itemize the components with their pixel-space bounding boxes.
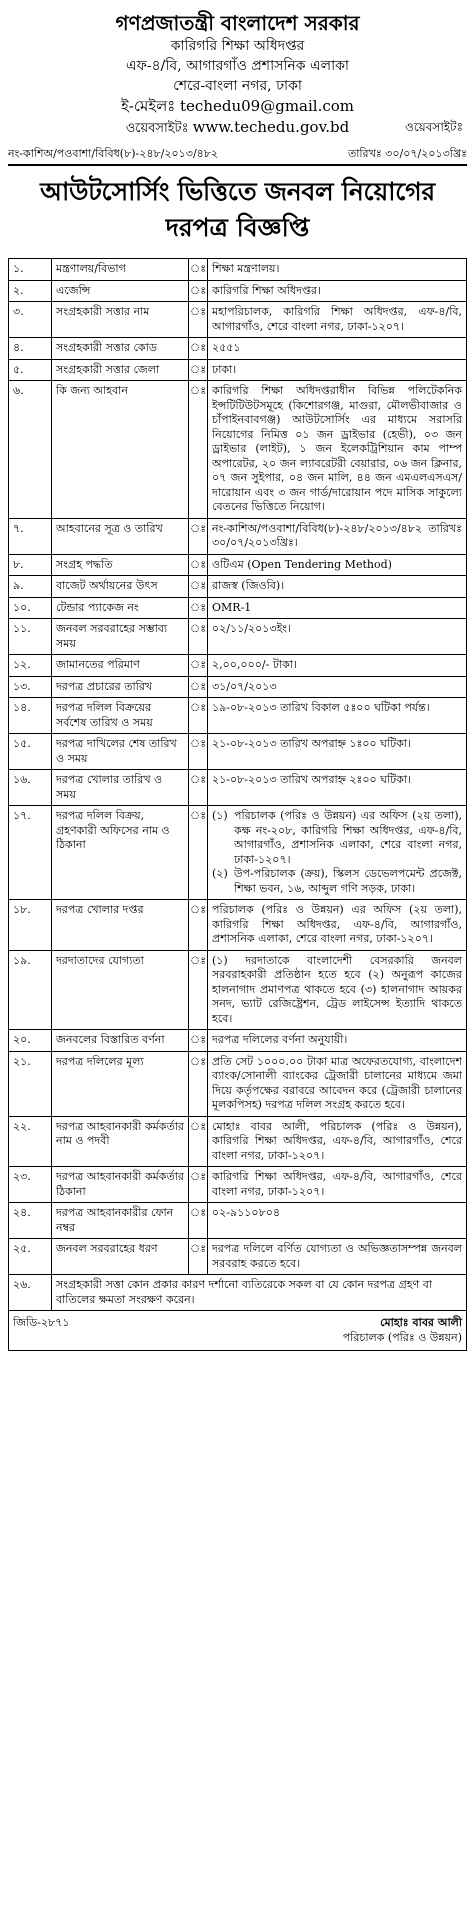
- table-row: [9, 1203, 467, 1239]
- row-label: জনবলের বিস্তারিত বর্ণনা: [52, 1030, 189, 1052]
- row-number: ৯.: [9, 576, 52, 598]
- signer-title: পরিচালক (পরিঃ ও উন্নয়ন): [342, 1331, 462, 1344]
- row-value: কারিগরি শিক্ষা অধিদপ্তর, এফ-৪/বি, আগারগাঁও, শেরে বাংলা নগর, ঢাকা-১২০৭।: [208, 1167, 467, 1203]
- row-value: নং-কাশিঅ/পওবাশা/বিবিধ(৮)-২৪৮/২০১৩/৪৮২ তারিখঃ ৩০/০৭/২০১৩খ্রিঃ।: [208, 518, 467, 554]
- table-row: [9, 259, 467, 281]
- table-row: [9, 698, 467, 734]
- table-row: [9, 619, 467, 655]
- table-row: [9, 518, 467, 554]
- row-number: ২০.: [9, 1030, 52, 1052]
- row-colon: ঃ: [189, 1167, 208, 1203]
- memo-date: তারিখঃ ৩০/০৭/২০১৩খ্রিঃ: [347, 147, 467, 160]
- notice-footer: [8, 1311, 467, 1351]
- table-row: [9, 381, 467, 519]
- row-number: ৪.: [9, 338, 52, 360]
- row-value: ঢাকা।: [208, 359, 467, 381]
- row-label: জনবল সরবরাহের সম্ভাব্য সময়: [52, 619, 189, 655]
- table-row: [9, 554, 467, 576]
- row-label: মন্ত্রণালয়/বিভাগ: [52, 259, 189, 281]
- row-label: এজেন্সি: [52, 280, 189, 302]
- row-label: দরপত্র প্রচারের তারিখ: [52, 676, 189, 698]
- row-colon: ঃ: [189, 280, 208, 302]
- email-link[interactable]: techedu09@gmail.com: [180, 97, 355, 115]
- table-row: [9, 302, 467, 338]
- row-label: দরপত্র দাখিলের শেষ তারিখ ও সময়: [52, 734, 189, 770]
- table-row: [9, 1167, 467, 1203]
- row-number: ১৪.: [9, 698, 52, 734]
- email-line: [8, 96, 467, 116]
- row-number: ১৭.: [9, 806, 52, 900]
- row-number: ২৫.: [9, 1239, 52, 1275]
- table-row: [9, 1275, 467, 1311]
- table-row: [9, 900, 467, 951]
- table-row: [9, 597, 467, 619]
- row-number: ১০.: [9, 597, 52, 619]
- row-value: কারিগরি শিক্ষা অধিদপ্তরাধীন বিভিন্ন পলিটেকনিক ইন্সটিটিউটসমূহে (কিশোরগঞ্জ, মাগুরা, মৌলভীবাজার ও চাঁপাইনবাবগঞ্জ) আউটসোর্সিং এর মাধ্যমে সরাসরি নিয়োগের নিমিত্ত ০১ জন ড্রাইভার (হেভী), ০৩ জন ড্রাইভার (লাইট), ১ জন ইলেকট্রিশিয়ান কাম পাম্প অপারেটর, ২০ জন ল্যাবরেটরী বেয়ারার, ০৬ জন ক্লিনার, ০৭ জন সুইপার, ০৪ জন মালি, ৪৪ জন এমএলএসএস/দারোয়ান এবং ৩ জন গার্ড/দারোয়ান পদে মাসিক সাকুল্যে বেতনের ভিত্তিতে নিয়োগ।: [208, 381, 467, 519]
- row-colon: ঃ: [189, 1051, 208, 1116]
- row-number: ১৫.: [9, 734, 52, 770]
- table-row: [9, 359, 467, 381]
- address-line-2: শেরে-বাংলা নগর, ঢাকা: [173, 78, 302, 94]
- row-label: দরপত্র খোলার তারিখ ও সময়: [52, 770, 189, 806]
- table-row: [9, 1116, 467, 1167]
- row-value: দরপত্র দলিলের বর্ণনা অনুযায়ী।: [208, 1030, 467, 1052]
- tender-table: [8, 258, 467, 1311]
- signer-name: মোহাঃ বাবর আলী: [380, 1316, 462, 1329]
- row-value: ০২-৯১১০৮০৪: [208, 1203, 467, 1239]
- row-number: ৬.: [9, 381, 52, 519]
- row-number: ২.: [9, 280, 52, 302]
- table-row: [9, 576, 467, 598]
- row-label: বাজেট অর্থায়নের উৎস: [52, 576, 189, 598]
- row-label: টেন্ডার প্যাকেজ নং: [52, 597, 189, 619]
- row-number: ১৬.: [9, 770, 52, 806]
- table-row: [9, 1051, 467, 1116]
- row-colon: ঃ: [189, 302, 208, 338]
- row-label: জামানতের পরিমাণ: [52, 655, 189, 677]
- row-number: ২২.: [9, 1116, 52, 1167]
- notice-title: আউটসোর্সিং ভিত্তিতে জনবল নিয়োগের: [40, 177, 435, 206]
- row-value: পরিচালক (পরিঃ ও উন্নয়ন) এর অফিস (২য় তলা), কারিগরি শিক্ষা অধিদপ্তর, এফ-৪/বি, আগারগাঁও, প্রশাসনিক এলাকা, শেরে বাংলা নগর, ঢাকা-১২০৭।: [208, 900, 467, 951]
- row-value: ১৯-০৮-২০১৩ তারিখ বিকাল ৫ঃ০০ ঘটিকা পর্যন্ত।: [208, 698, 467, 734]
- row-value: (১) দরদাতাকে বাংলাদেশী বেসরকারি জনবল সরবরাহকারী প্রতিষ্ঠান হতে হবে (২) অনুরূপ কাজের হালনাগাদ প্রমাণপত্র থাকতে হবে (৩) হালনাগাদ আয়কর সনদ, ভ্যাট রেজিষ্ট্রেশন, ট্রেড লাইসেন্স ইত্যাদি থাকতে হবে।: [208, 950, 467, 1030]
- row-colon: ঃ: [189, 806, 208, 900]
- row-number: ১.: [9, 259, 52, 281]
- row-value: ওটিএম (Open Tendering Method): [208, 554, 467, 576]
- address-line-1: এফ-৪/বি, আগারগাঁও প্রশাসনিক এলাকা: [125, 58, 349, 74]
- row-label: সংগ্রহ পদ্ধতি: [52, 554, 189, 576]
- table-row: [9, 1239, 467, 1275]
- row-label: সংগ্রহকারী সত্তার জেলা: [52, 359, 189, 381]
- row-label: কি জন্য আহবান: [52, 381, 189, 519]
- row-colon: ঃ: [189, 554, 208, 576]
- row-colon: ঃ: [189, 734, 208, 770]
- row-label: দরপত্র খোলার দপ্তর: [52, 900, 189, 951]
- row-number: ১৯.: [9, 950, 52, 1030]
- row-value: প্রতি সেট ১০০০.০০ টাকা মাত্র অফেরতযোগ্য, বাংলাদেশ ব্যাংক/সোনালী ব্যাংকের ট্রেজারী চালানের মাধ্যমে জমা দিয়ে কর্তৃপক্ষের বরাবরে আবেদন করে (ট্রেজারী চালানের মূলকপিসহ) দরপত্র দলিল সংগ্রহ করতে হবে।: [208, 1051, 467, 1116]
- signature-block: [343, 1315, 462, 1346]
- row-colon: ঃ: [189, 576, 208, 598]
- sub-item-number: (১): [212, 809, 228, 822]
- row-number: ১১.: [9, 619, 52, 655]
- row-value: ২১-০৮-২০১৩ তারিখ অপরাহ্ন ১ঃ০০ ঘটিকা।: [208, 734, 467, 770]
- website-label: ওয়েবসাইটঃ: [125, 121, 189, 136]
- tender-table-body: [9, 259, 467, 1311]
- row-colon: ঃ: [189, 259, 208, 281]
- row-value: [208, 806, 467, 900]
- row-colon: ঃ: [189, 518, 208, 554]
- row-number: ২৪.: [9, 1203, 52, 1239]
- row-colon: ঃ: [189, 698, 208, 734]
- row-value: রাজস্ব (জিওবি)।: [208, 576, 467, 598]
- table-row: [9, 734, 467, 770]
- tender-notice: [8, 0, 467, 1351]
- row-value: শিক্ষা মন্ত্রণালয়।: [208, 259, 467, 281]
- sub-item-text: পরিচালক (পরিঃ ও উন্নয়ন) এর অফিস (২য় তলা), কক্ষ নং-২০৮, কারিগরি শিক্ষা অধিদপ্তর, এফ-৪/বি, আগারগাঁও, প্রশাসনিক এলাকা, শেরে বাংলা নগর, ঢাকা-১২০৭।: [234, 809, 462, 866]
- row-number: ৭.: [9, 518, 52, 554]
- row-colon: ঃ: [189, 676, 208, 698]
- table-row: [9, 1030, 467, 1052]
- row-number: ৫.: [9, 359, 52, 381]
- letterhead: [8, 10, 467, 140]
- table-row: [9, 655, 467, 677]
- row-label: দরপত্র আহবানকারীর ফোন নম্বর: [52, 1203, 189, 1239]
- govt-name: গণপ্রজাতন্ত্রী বাংলাদেশ সরকার: [115, 11, 360, 35]
- row-label: জনবল সরবরাহের ধরণ: [52, 1239, 189, 1275]
- row-label: দরদাতাদের যোগ্যতা: [52, 950, 189, 1030]
- row-colon: ঃ: [189, 655, 208, 677]
- website-link[interactable]: www.techedu.gov.bd: [192, 118, 350, 136]
- row-label: দরপত্র আহবানকারী কর্মকর্তার ঠিকানা: [52, 1167, 189, 1203]
- table-row: [9, 770, 467, 806]
- table-row: [9, 950, 467, 1030]
- sub-item: [212, 809, 462, 867]
- row-number: ২৬.: [9, 1275, 52, 1311]
- row-colon: ঃ: [189, 619, 208, 655]
- website-line: [8, 116, 467, 140]
- row-value: মহাপরিচালক, কারিগরি শিক্ষা অধিদপ্তর, এফ-৪/বি, আগারগাঁও, শেরে বাংলা নগর, ঢাকা-১২০৭।: [208, 302, 467, 338]
- row-value: ২৫৫১: [208, 338, 467, 360]
- row-number: ৮.: [9, 554, 52, 576]
- reference-line: [8, 146, 467, 166]
- table-row: [9, 806, 467, 900]
- gd-code: জিডি-২৮৭১: [13, 1316, 70, 1329]
- row-number: ১২.: [9, 655, 52, 677]
- row-colon: ঃ: [189, 1203, 208, 1239]
- sub-item-text: উপ-পরিচালক (ক্রয়), স্কিলস ডেভেলপমেন্ট প্রজেক্ট, শিক্ষা ভবন, ১৬, আব্দুল গণি সড়ক, ঢাকা।: [234, 867, 462, 895]
- row-value: কারিগরি শিক্ষা অধিদপ্তর।: [208, 280, 467, 302]
- row-value: ২১-০৮-২০১৩ তারিখ অপরাহ্ন ২ঃ০০ ঘটিকা।: [208, 770, 467, 806]
- row-value: ৩১/০৭/২০১৩: [208, 676, 467, 698]
- row-number: ২১.: [9, 1051, 52, 1116]
- row-colon: ঃ: [189, 359, 208, 381]
- row-value: ২,০০,০০০/- টাকা।: [208, 655, 467, 677]
- sub-item-number: (২): [212, 867, 228, 880]
- row-colon: ঃ: [189, 1116, 208, 1167]
- memo-number: নং-কাশিঅ/পওবাশা/বিবিধ(৮)-২৪৮/২০১৩/৪৮২: [8, 147, 219, 160]
- department-name: কারিগরি শিক্ষা অধিদপ্তর: [170, 38, 305, 54]
- website-label-right: ওয়েবসাইটঃ: [405, 120, 463, 134]
- row-value: মোহাঃ বাবর আলী, পরিচালক (পরিঃ ও উন্নয়ন), কারিগরি শিক্ষা অধিদপ্তর, এফ-৪/বি, আগারগাঁও, শেরে বাংলা নগর, ঢাকা-১২০৭।: [208, 1116, 467, 1167]
- row-label: দরপত্র আহবানকারী কর্মকর্তার নাম ও পদবী: [52, 1116, 189, 1167]
- table-row: [9, 280, 467, 302]
- row-colon: ঃ: [189, 338, 208, 360]
- sub-item: [212, 867, 462, 896]
- row-value: ০২/১১/২০১৩ইং।: [208, 619, 467, 655]
- email-label: ই-মেইলঃ: [120, 97, 176, 115]
- row-number: ২৩.: [9, 1167, 52, 1203]
- row-colon: ঃ: [189, 597, 208, 619]
- row-colon: ঃ: [189, 950, 208, 1030]
- row-number: ৩.: [9, 302, 52, 338]
- row-value: OMR-1: [208, 597, 467, 619]
- table-row: [9, 338, 467, 360]
- row-number: ১৮.: [9, 900, 52, 951]
- row-colon: ঃ: [189, 1030, 208, 1052]
- row-label: দরপত্র দলিল বিক্রয়, গ্রহণকারী অফিসের নাম ও ঠিকানা: [52, 806, 189, 900]
- row-label: সংগ্রহকারী সত্তার নাম: [52, 302, 189, 338]
- row-colon: ঃ: [189, 770, 208, 806]
- row-number: ১৩.: [9, 676, 52, 698]
- row-label: আহবানের সূত্র ও তারিখ: [52, 518, 189, 554]
- notice-subtitle: দরপত্র বিজ্ঞপ্তি: [165, 213, 310, 242]
- row-colon: ঃ: [189, 1239, 208, 1275]
- row-colon: ঃ: [189, 900, 208, 951]
- row-label: সংগ্রহকারী সত্তার কোড: [52, 338, 189, 360]
- table-row: [9, 676, 467, 698]
- row-colon: ঃ: [189, 381, 208, 519]
- row-label: দরপত্র দলিলের মূল্য: [52, 1051, 189, 1116]
- row-label: দরপত্র দলিল বিক্রয়ের সর্বশেষ তারিখ ও সময়: [52, 698, 189, 734]
- row-value-full: সংগ্রহকারী সত্তা কোন প্রকার কারণ দর্শানো ব্যতিরেকে সকল বা যে কোন দরপত্র গ্রহণ বা বাতিলের ক্ষমতা সংরক্ষণ করেন।: [52, 1275, 467, 1311]
- row-value: দরপত্র দলিলে বর্ণিত যোগ্যতা ও অভিজ্ঞতাসম্পন্ন জনবল সরবরাহ করতে হবে।: [208, 1239, 467, 1275]
